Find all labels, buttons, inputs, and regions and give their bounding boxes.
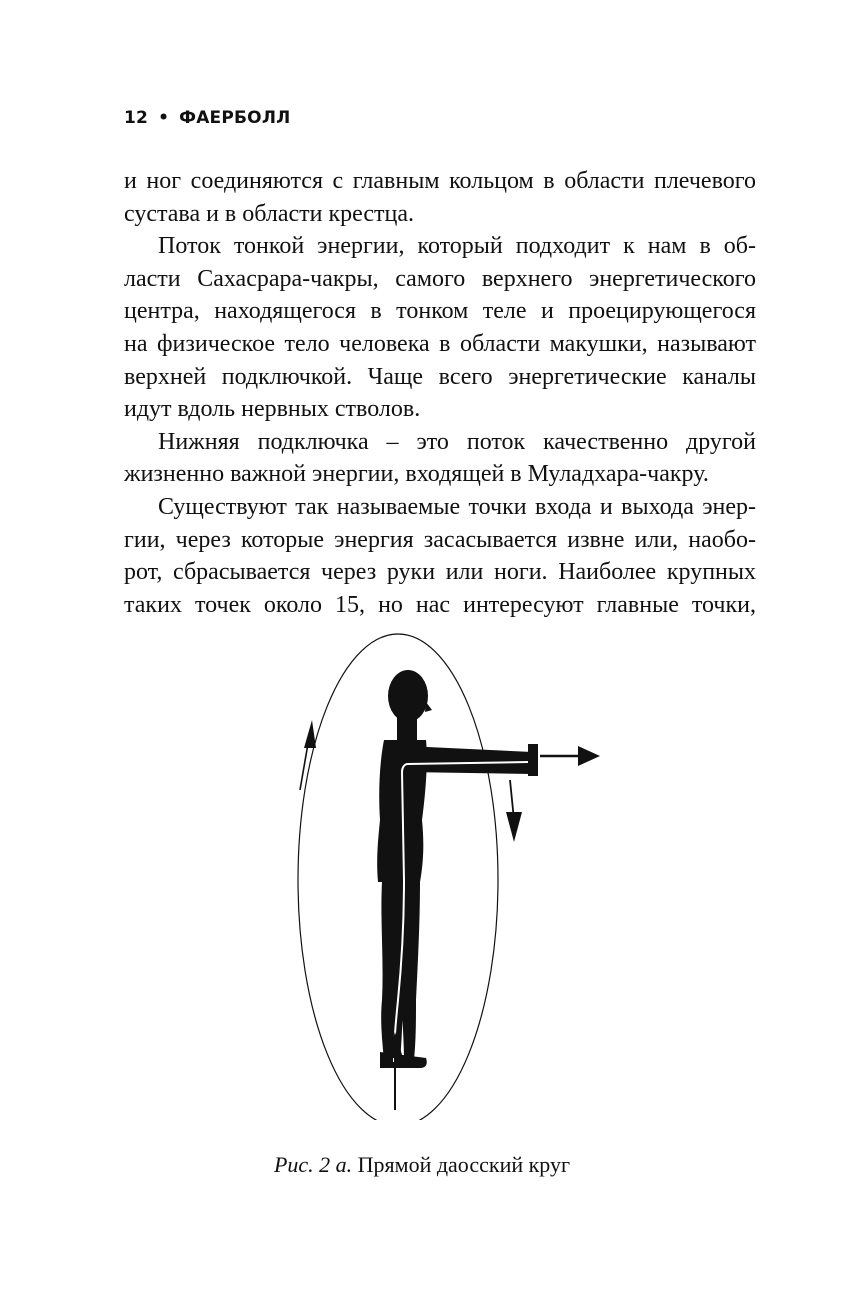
- caption-text: Прямой даосский круг: [357, 1152, 571, 1177]
- text-line: на физическое тело человека в области макушки, называют: [124, 330, 756, 357]
- caption-prefix: Рис. 2 а.: [273, 1152, 353, 1177]
- text-line: центра, находящегося в тонком теле и проецирующегося: [124, 298, 756, 325]
- text-line: верхней подключкой. Чаще всего энергетические каналы: [124, 363, 756, 390]
- text-line: и ног соединяются с главным кольцом в области плечевого: [124, 168, 756, 194]
- text-line: Нижняя подключка – это поток качественно другой: [158, 428, 756, 455]
- down-arrow-right-icon: [506, 780, 522, 842]
- text-line: таких точек около 15, но нас интересуют главные точки,: [124, 591, 756, 618]
- book-title: ФАЕРБОЛЛ: [179, 108, 291, 128]
- text-line: идут вдоль нервных стволов.: [124, 396, 421, 423]
- header-separator: •: [158, 108, 170, 128]
- body-text: [124, 165, 756, 621]
- page-number: 12: [124, 108, 149, 128]
- running-head: [124, 108, 290, 128]
- text-line: рот, сбрасывается через руки или ноги. Наиболее крупных: [124, 559, 756, 586]
- text-line: Поток тонкой энергии, который подходит к нам в об-: [158, 233, 756, 260]
- figure-caption: [0, 1152, 844, 1178]
- text-line: гии, через которые энергия засасывается извне или, наобо-: [124, 526, 756, 553]
- text-line: жизненно важной энергии, входящей в Муладхара-чакру.: [124, 461, 709, 488]
- taoist-circle-figure: [280, 620, 620, 1120]
- human-silhouette: [377, 670, 538, 1068]
- out-arrow-right-icon: [540, 746, 600, 766]
- up-arrow-left-icon: [300, 720, 316, 790]
- text-line: ласти Сахасрара-чакры, самого верхнего энергетического: [124, 265, 756, 292]
- text-line: сустава и в области крестца.: [124, 200, 415, 227]
- text-line: Существуют так называемые точки входа и выхода энер-: [158, 493, 756, 520]
